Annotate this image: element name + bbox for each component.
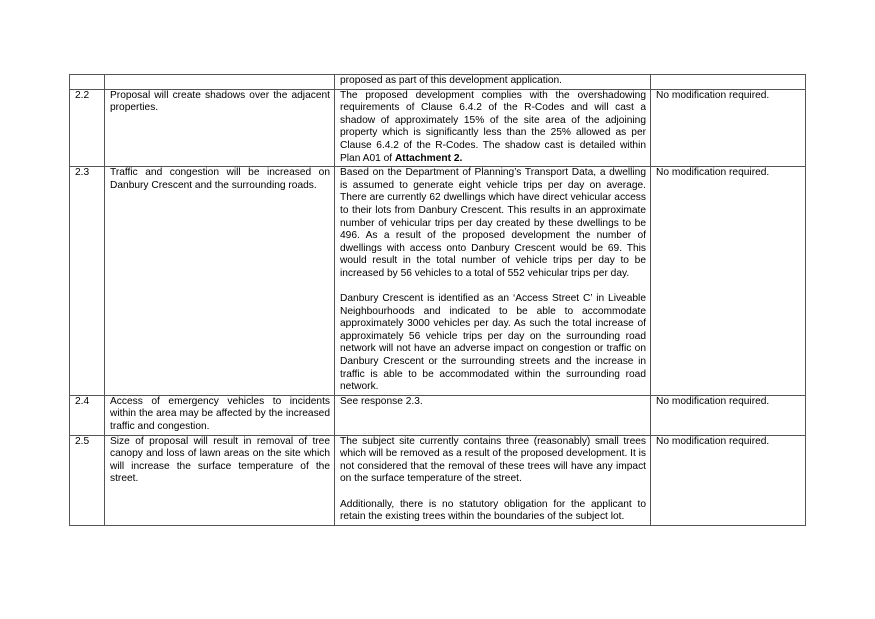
concern-cell: Proposal will create shadows over the adjacent properties. <box>105 89 335 167</box>
item-number: 2.2 <box>70 89 105 167</box>
response-paragraph: The subject site currently contains three (reasonably) small trees which will be removed as a result of the proposed development. It is not considered that the removal of these trees will have any impact on the surface temperature of the street. <box>340 435 646 485</box>
response-cell <box>335 435 651 525</box>
response-paragraph: See response 2.3. <box>340 395 423 407</box>
response-text: The proposed development complies with the overshadowing requirements of Clause 6.4.2 of the R-Codes and will cast a shadow of approximately 15% of the site area of the adjoining property which is significantly less than the 25% allowed as per Clause 6.4.2 of the R-Codes. The shadow cast is detailed within Plan A01 of <box>340 89 646 164</box>
table-row <box>70 395 806 435</box>
attachment-reference: Attachment 2. <box>394 152 463 164</box>
concern-cell <box>105 75 335 90</box>
response-cell <box>335 75 651 90</box>
table-row <box>70 75 806 90</box>
response-paragraph: proposed as part of this development application. <box>340 75 563 86</box>
concern-cell: Access of emergency vehicles to incidents within the area may be affected by the increased traffic and congestion. <box>105 395 335 435</box>
response-paragraph: Additionally, there is no statutory obligation for the applicant to retain the existing trees within the boundaries of the subject lot. <box>340 498 646 523</box>
concern-cell: Traffic and congestion will be increased on Danbury Crescent and the surrounding roads. <box>105 167 335 396</box>
recommendation-cell <box>651 75 806 90</box>
table-row <box>70 435 806 525</box>
item-number: 2.4 <box>70 395 105 435</box>
submissions-table <box>69 74 806 526</box>
item-number: 2.3 <box>70 167 105 396</box>
response-paragraph: Danbury Crescent is identified as an ‘Access Street C’ in Liveable Neighbourhoods and indicated to be able to accommodate approximately 3000 vehicles per day. As such the total increase of approximately 56 vehicle trips per day on the surrounding road network will not have an adverse impact on congestion or traffic on Danbury Crescent or the surrounding streets and the increase in traffic is able to be accommodated within the surrounding road network. <box>340 293 646 393</box>
recommendation-cell: No modification required. <box>651 435 806 525</box>
response-paragraph: Based on the Department of Planning’s Transport Data, a dwelling is assumed to generate eight vehicle trips per day on average. There are currently 62 dwellings which have direct vehicular access to their lots from Danbury Crescent. This results in an approximate number of vehicular trips per day created by these dwellings to be 496. As a result of the proposed development the number of dwellings with access onto Danbury Crescent would be 69. This would result in the total number of vehicle trips per day to be increased by 56 vehicles to a total of 552 vehicular trips per day. <box>340 167 646 279</box>
table-row <box>70 89 806 167</box>
response-paragraph <box>340 90 646 166</box>
response-cell <box>335 167 651 396</box>
response-cell <box>335 89 651 167</box>
recommendation-cell: No modification required. <box>651 167 806 396</box>
item-number <box>70 75 105 90</box>
recommendation-cell: No modification required. <box>651 89 806 167</box>
response-cell <box>335 395 651 435</box>
table-row <box>70 167 806 396</box>
recommendation-cell: No modification required. <box>651 395 806 435</box>
item-number: 2.5 <box>70 435 105 525</box>
concern-cell: Size of proposal will result in removal of tree canopy and loss of lawn areas on the site which will increase the surface temperature of the street. <box>105 435 335 525</box>
